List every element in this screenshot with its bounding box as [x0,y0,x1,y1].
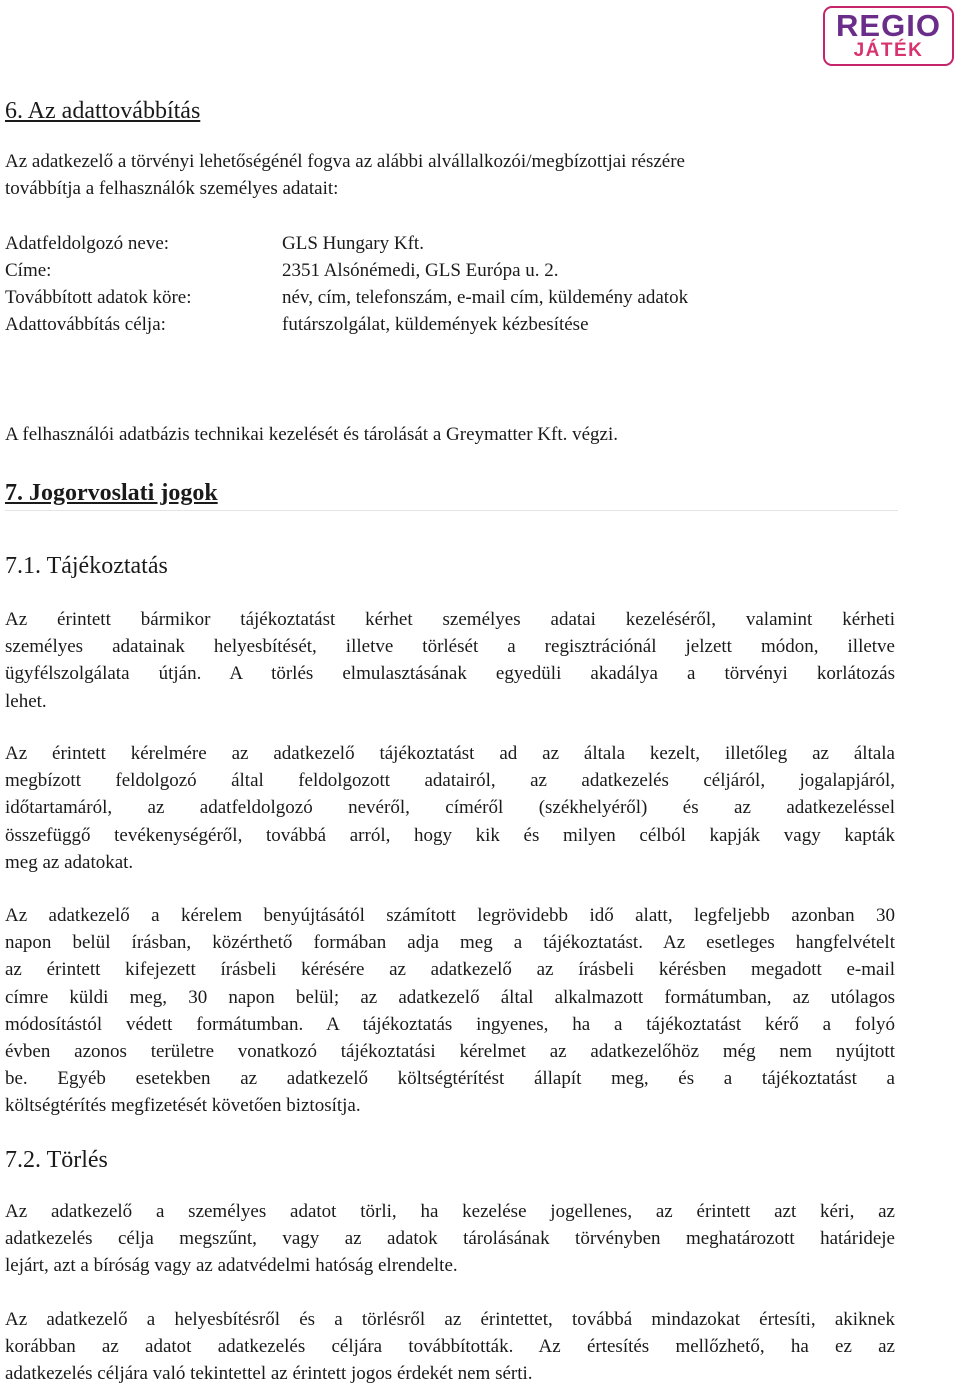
info-label: Továbbított adatok köre: [5,287,192,308]
section-7-2-heading: 7.2. Törlés [5,1147,108,1173]
section-7-1-paragraph-3 [5,902,895,1120]
section-6-intro [5,148,895,202]
paragraph-line: Az érintett bármikor tájékoztatást kérhet személyes adatai kezeléséről, valamint kérheti [5,609,895,630]
paragraph-line: Az adatkezelő a helyesbítésről és a törlésről az érintettet, továbbá mindazokat értesíti, akiknek [5,1309,895,1330]
info-value: 2351 Alsónémedi, GLS Európa u. 2. [282,260,559,281]
paragraph-line: ügyfélszolgálata útján. A törlés elmulasztásának egyedüli akadálya a törvényi korlátozás [5,663,895,685]
paragraph-line: Az adatkezelő a személyes adatot törli, ha kezelése jogellenes, az érintett azt kéri, az [5,1201,895,1222]
logo-text-regio: REGIO [836,8,941,43]
paragraph-line: címre küldi meg, 30 napon belül; az adatkezelő által alkalmazott formátumban, az utólagos [5,986,895,1008]
database-note: A felhasználói adatbázis technikai kezelését és tárolását a Greymatter Kft. végzi. [5,424,619,445]
paragraph-line: az érintett kifejezett írásbeli kérésére az adatkezelő az írásbeli kérésben megadott e-mail [5,959,895,981]
heading-divider [5,510,898,511]
info-label: Adattovábbítás célja: [5,314,166,335]
info-label: Címe: [5,260,52,281]
paragraph-line: adatkezelés céljára való tekintettel az érintett jogos érdekét nem sérti. [5,1363,533,1385]
intro-line-1: Az adatkezelő a törvényi lehetőségénél fogva az alábbi alvállalkozói/megbízottjai részére [5,151,685,172]
info-value: futárszolgálat, küldemények kézbesítése [282,314,589,335]
section-7-2-paragraph-1 [5,1198,895,1280]
section-6-heading: 6. Az adattovábbítás [5,98,201,124]
paragraph-line: korábban az adatot adatkezelés céljára továbbították. Az értesítés mellőzhető, ha ez az [5,1336,895,1358]
info-label: Adatfeldolgozó neve: [5,233,170,254]
paragraph-line: meg az adatokat. [5,851,134,873]
section-7-heading: 7. Jogorvoslati jogok [5,480,218,506]
section-7-1-paragraph-2 [5,740,895,876]
paragraph-line: napon belül írásban, közérthető formában adja meg a tájékoztatást. Az esetleges hangfelvételt [5,932,895,954]
paragraph-line: összefüggő tevékenységéről, továbbá arról, hogy kik és milyen célból kapják vagy kapták [5,824,895,846]
section-7-2-paragraph-2 [5,1306,895,1388]
paragraph-line: megbízott feldolgozó által feldolgozott adatairól, az adatkezelés céljáról, jogalapjáról, [5,770,895,792]
info-value: GLS Hungary Kft. [282,233,424,254]
intro-line-2: továbbítja a felhasználók személyes adatait: [5,178,339,200]
paragraph-line: lejárt, azt a bíróság vagy az adatvédelmi hatóság elrendelte. [5,1255,458,1277]
section-7-1-paragraph-1 [5,606,895,715]
paragraph-line: lehet. [5,690,47,712]
section-7-1-heading: 7.1. Tájékoztatás [5,553,168,579]
paragraph-line: be. Egyéb esetekben az adatkezelő költségtérítést állapít meg, és a tájékoztatást a [5,1068,895,1090]
logo-text-jatek: JÁTÉK [853,40,924,61]
paragraph-line: időtartamáról, az adatfeldolgozó nevéről, címéről (székhelyéről) és az adatkezeléssel [5,797,895,819]
regio-jatek-logo [823,6,954,66]
paragraph-line: adatkezelés célja megszűnt, vagy az adatok tárolásának törvényben meghatározott határideje [5,1228,895,1250]
paragraph-line: Az érintett kérelmére az adatkezelő tájékoztatást ad az általa kezelt, illetőleg az általa [5,743,895,764]
paragraph-line: évben azonos területre vonatkozó tájékoztatási kérelmet az adatkezelőhöz még nem nyújtott [5,1041,895,1063]
paragraph-line: személyes adatainak helyesbítését, illetve törlését a regisztrációnál jelzett módon, illetve [5,636,895,658]
paragraph-line: Az adatkezelő a kérelem benyújtásától számított legrövidebb idő alatt, legfeljebb azonban 30 [5,905,895,926]
paragraph-line: módosítástól védett formátumban. A tájékoztatás ingyenes, ha a tájékoztatást kérő a folyó [5,1013,895,1035]
paragraph-line: költségtérítés megfizetését követően biztosítja. [5,1095,361,1117]
info-value: név, cím, telefonszám, e-mail cím, küldemény adatok [282,287,689,308]
